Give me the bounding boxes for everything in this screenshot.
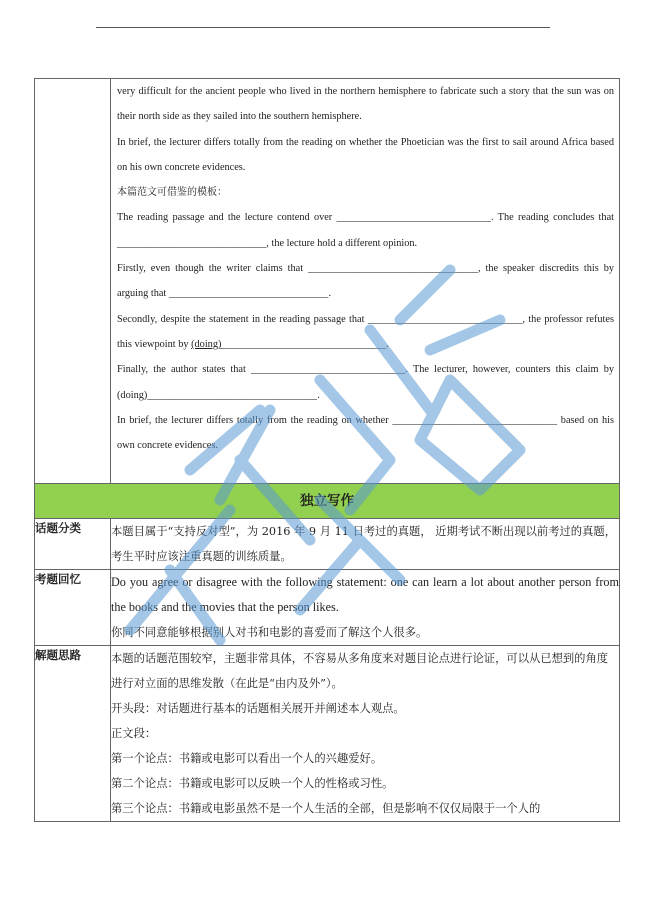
topic-category-text: 本题目属于“支持反对型”，为 2016 年 9 月 11 日考过的真题， 近期考试不断出现以前考过的真题，考生平时应该注重真题的训练质量。 [111,525,616,563]
template-first-point: Firstly, even though the writer claims that _________________________________, the speaker discredits this by arguing that _______________________________. [117,263,614,300]
approach-point-2: 第二个论点：书籍或电影可以反映一个人的性格或习性。 [111,777,394,790]
question-recall-row [35,570,620,646]
template-second-point [117,307,614,358]
reading-label-cell [35,79,111,484]
approach-body-heading: 正文段： [111,727,157,740]
question-chinese: 你同不同意能够根据别人对书和电影的喜爱而了解这个人很多。 [111,626,428,639]
topic-category-content [111,519,620,570]
approach-point-1: 第一个论点：书籍或电影可以看出一个人的兴趣爱好。 [111,752,383,765]
template-second-point-text: Secondly, despite the statement in the reading passage that ______________________________, the professor refutes this viewpoint by [117,313,614,350]
independent-writing-header-row [35,484,620,519]
template-conclusion: In brief, the lecturer differs totally from the reading on whether ________________________________ based on his own concrete evidences. [117,414,614,452]
solution-approach-content [111,646,620,822]
topic-category-row [35,519,620,570]
solution-approach-row [35,646,620,822]
template-intro: The reading passage and the lecture contend over ______________________________. The reading concludes that _____________________________, the lecture hold a different opinion. [117,212,614,249]
approach-opening: 开头段：对话题进行基本的话题相关展开并阐述本人观点。 [111,702,405,715]
doing-underlined: (doing) [191,338,222,350]
template-third-point: Finally, the author states that ______________________________. The lecturer, however, counters this claim by (doing)_________________________________. [117,364,614,401]
question-english: Do you agree or disagree with the following statement: one can learn a lot about another person from the books and the movies that the person likes. [111,575,619,614]
question-recall-label: 考题回忆 [35,570,111,646]
approach-point-3: 第三个论点：书籍或电影虽然不是一个人生活的全部，但是影响不仅仅局限于一个人的 [111,802,541,815]
sample-paragraph-end: very difficult for the ancient people who lived in the northern hemisphere to fabricate such a story that the sun was on their north side as they sailed into the southern hemisphere. [117,86,614,123]
sample-conclusion: In brief, the lecturer differs totally from the reading on whether the Phoetician was the first to sail around Africa based on his own concrete evidences. [117,136,614,173]
solution-approach-label: 解题思路 [35,646,111,822]
document-table [34,78,620,822]
reading-section-row [35,79,620,484]
topic-category-label: 话题分类 [35,519,111,570]
independent-writing-title: 独立写作 [35,484,620,519]
template-heading: 本篇范文可借鉴的模板： [117,187,227,199]
reading-content-cell [111,79,620,484]
page-header-rule [96,27,550,28]
approach-overview: 本题的话题范围较窄，主题非常具体，不容易从多角度来对题目论点进行论证，可以从已想到的角度进行对立面的思维发散（在此是“由内及外”）。 [111,652,609,690]
template-second-point-blank: ________________________________. [221,338,389,350]
question-recall-content [111,570,620,646]
